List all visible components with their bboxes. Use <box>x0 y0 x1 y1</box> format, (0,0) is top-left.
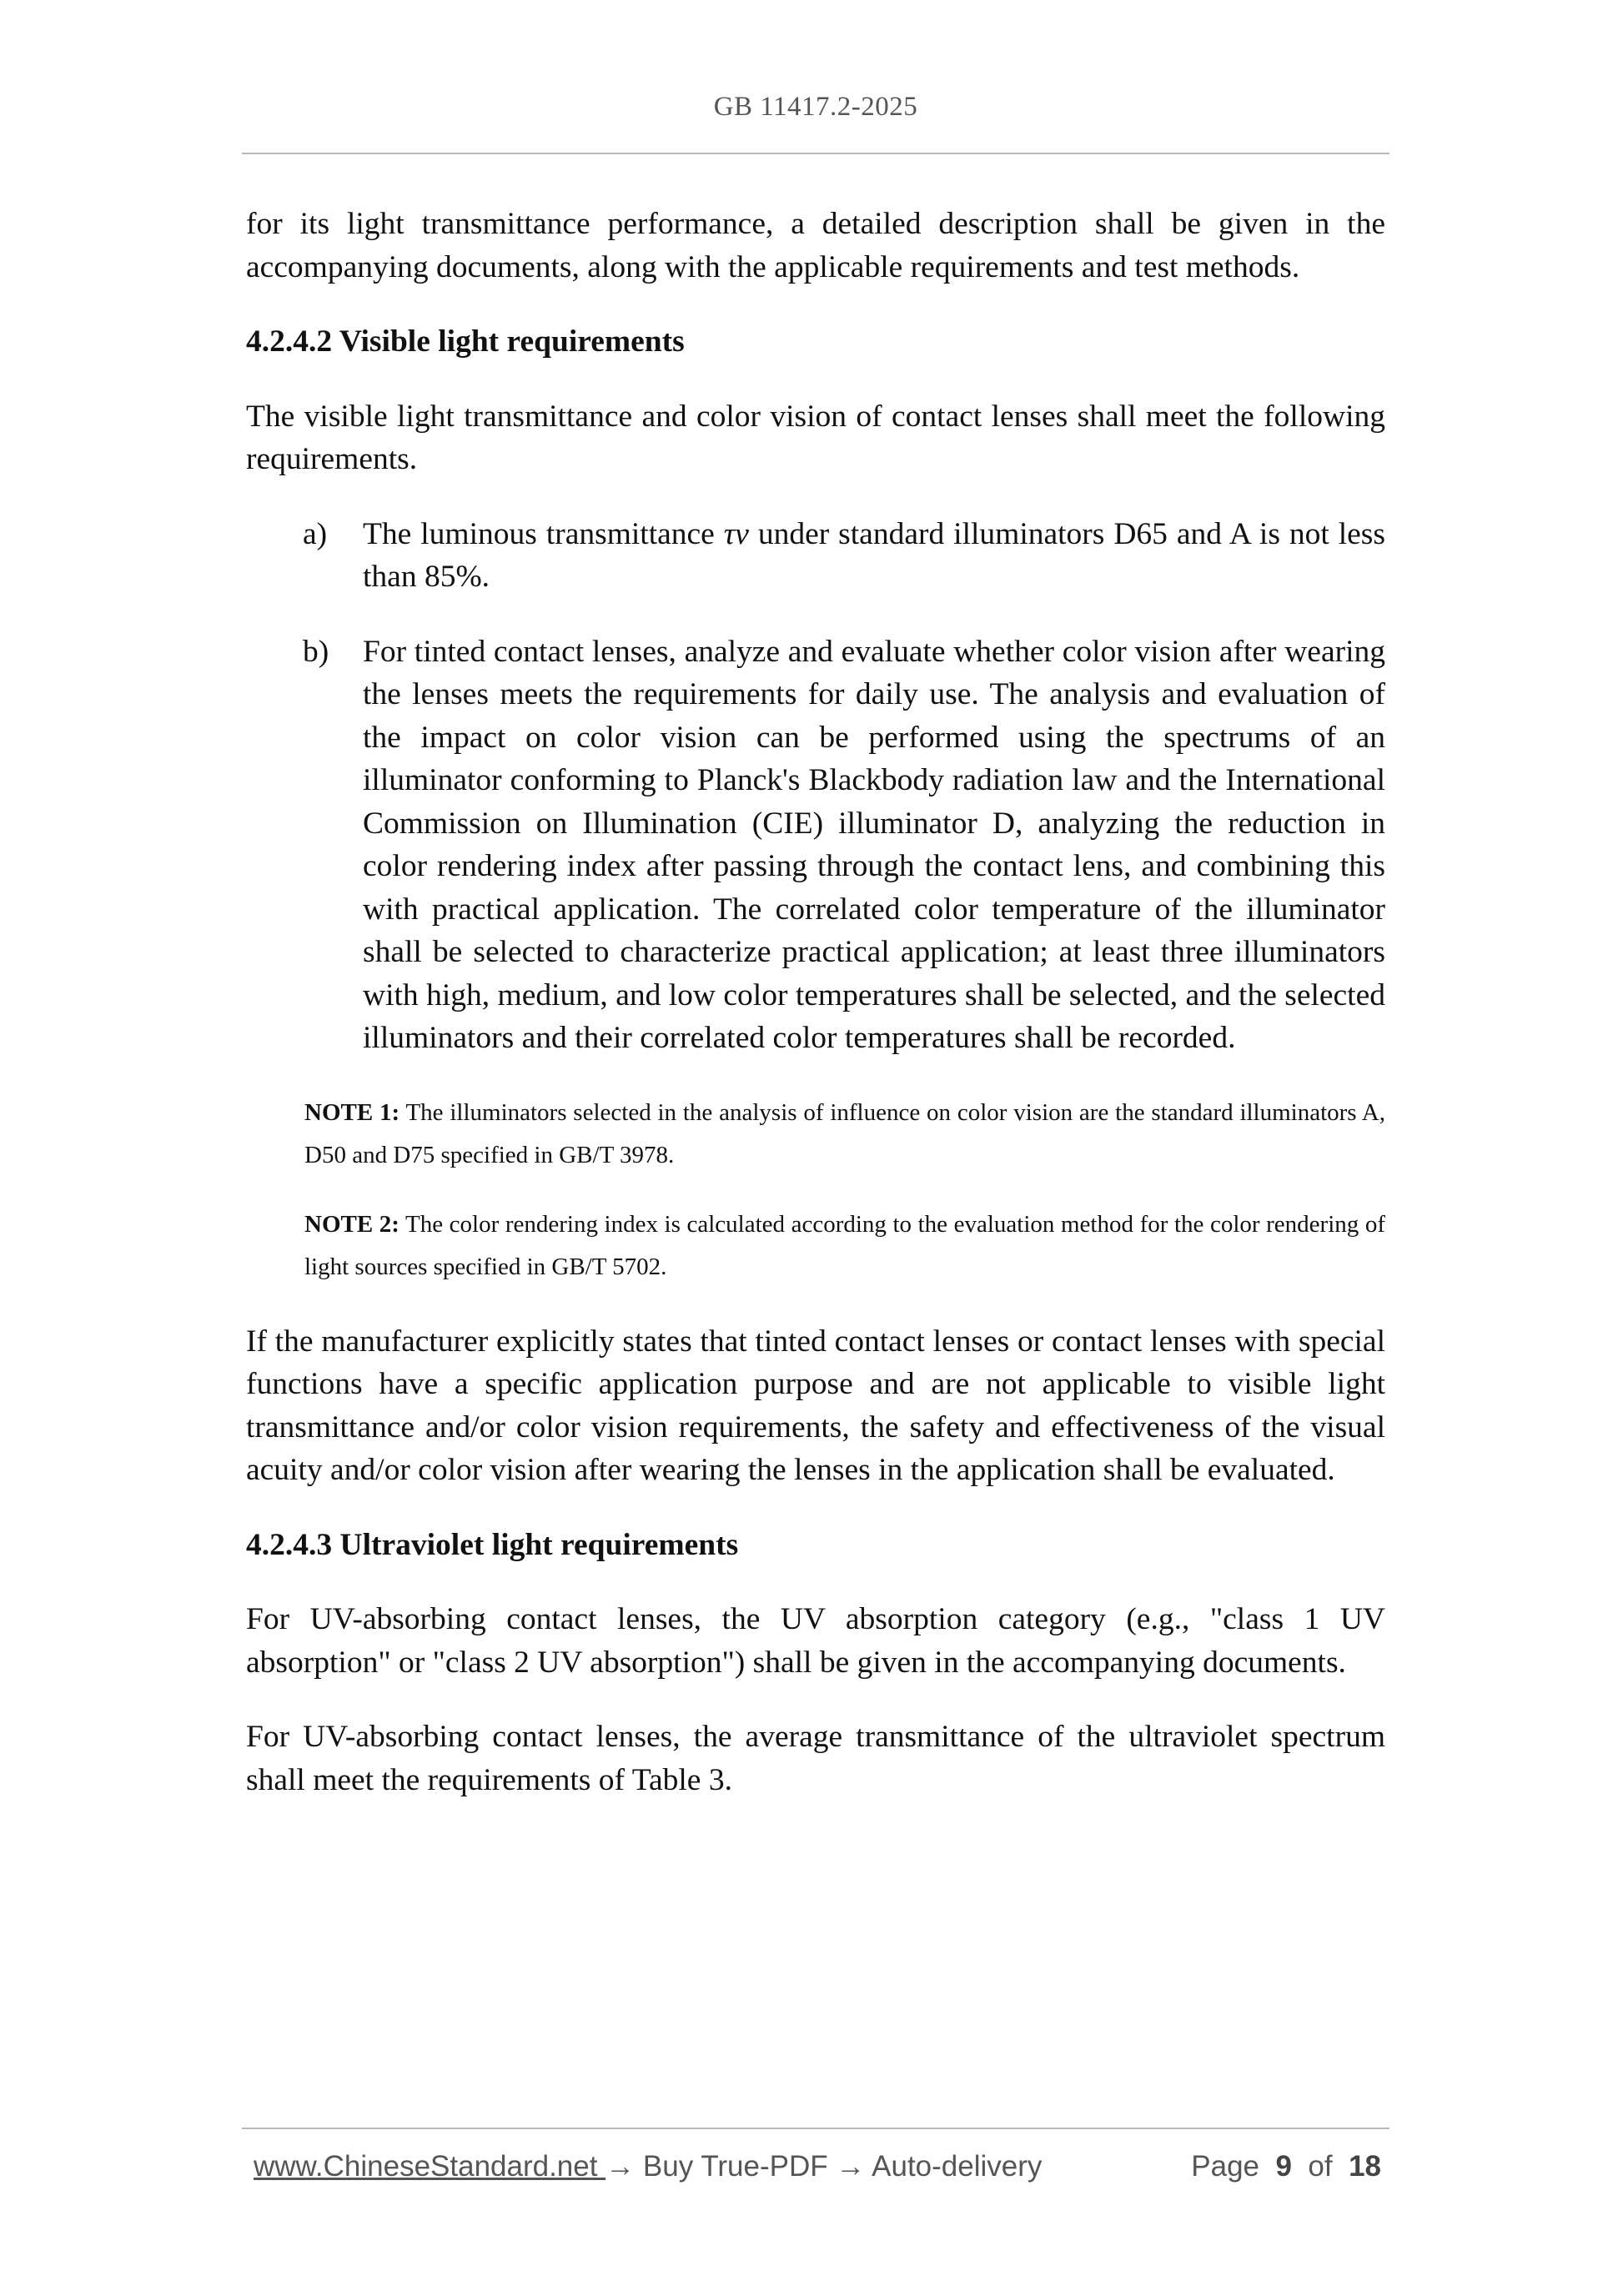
uv-category-paragraph: For UV-absorbing contact lenses, the UV absorption category (e.g., "class 1 UV absorption" or "class 2 UV absorption") shall be given in the accompanying documents. <box>246 1602 1385 1680</box>
page-indicator <box>1191 2150 1381 2183</box>
header-divider <box>242 153 1389 154</box>
note-1 <box>304 1092 1385 1177</box>
note-1-text: The illuminators selected in the analysis of influence on color vision are the standard illuminators A, D50 and D75 specified in GB/T 3978. <box>304 1098 1385 1168</box>
total-pages: 18 <box>1349 2150 1381 2183</box>
footer-left <box>254 2150 1042 2183</box>
document-header <box>242 92 1389 123</box>
standard-code: GB 11417.2-2025 <box>713 92 918 122</box>
note-2 <box>304 1203 1385 1289</box>
list-text-b: For tinted contact lenses, analyze and evaluate whether color vision after wearing the lenses meets the requirements for daily use. The analysis and evaluation of the impact on color vision can be performed using the spectrums of an illuminator conforming to Planck's Blackbody radiation law and the International Commission on Illumination (CIE) illuminator D, analyzing the reduction in color rendering index after passing through the contact lens, and combining this with practical application. The correlated color temperature of the illuminator shall be selected to characterize practical application; at least three illuminators with high, medium, and low color temperatures shall be selected, and the selected illuminators and their correlated color temperatures shall be recorded. <box>363 634 1385 1055</box>
footer-tagline: → Buy True-PDF → Auto-delivery <box>605 2150 1043 2183</box>
list-item-a <box>246 513 1385 599</box>
page-content <box>246 203 1385 1833</box>
page-number: 9 <box>1275 2150 1292 2183</box>
footer-divider <box>242 2128 1389 2129</box>
visible-light-paragraph: The visible light transmittance and color vision of contact lenses shall meet the following requirements. <box>246 399 1385 476</box>
luminous-transmittance-symbol: τv <box>723 516 749 551</box>
of-word: of <box>1308 2150 1333 2183</box>
section-heading-visible-light: 4.2.4.2 Visible light requirements <box>246 324 685 359</box>
note-2-text: The color rendering index is calculated according to the evaluation method for the color rendering of light sources specified in GB/T 5702. <box>304 1210 1385 1280</box>
note-1-label: NOTE 1: <box>304 1098 400 1126</box>
website-link[interactable]: www.ChineseStandard.net <box>254 2150 606 2183</box>
intro-paragraph: for its light transmittance performance, a detailed description shall be given in the accompanying documents, along with the applicable requirements and test methods. <box>246 207 1385 284</box>
list-text-a-before: The luminous transmittance <box>363 516 724 551</box>
list-text-a <box>363 513 1385 599</box>
list-text-a-after: under standard illuminators D65 and A is not less than 85%. <box>363 516 1385 594</box>
list-label-a: a) <box>303 516 328 551</box>
note-2-label: NOTE 2: <box>304 1210 399 1238</box>
uv-transmittance-paragraph: For UV-absorbing contact lenses, the average transmittance of the ultraviolet spectrum shall meet the requirements of Table 3. <box>246 1720 1385 1797</box>
section-heading-ultraviolet: 4.2.4.3 Ultraviolet light requirements <box>246 1527 739 1562</box>
manufacturer-paragraph: If the manufacturer explicitly states that tinted contact lenses or contact lenses with special functions have a specific application purpose and are not applicable to visible light transmittance and/or color vision requirements, the safety and effectiveness of the visual acuity and/or color vision after wearing the lenses in the application shall be evaluated. <box>246 1324 1385 1487</box>
list-label-b: b) <box>303 634 329 669</box>
page-word: Page <box>1191 2150 1260 2183</box>
list-item-b <box>246 631 1385 1060</box>
